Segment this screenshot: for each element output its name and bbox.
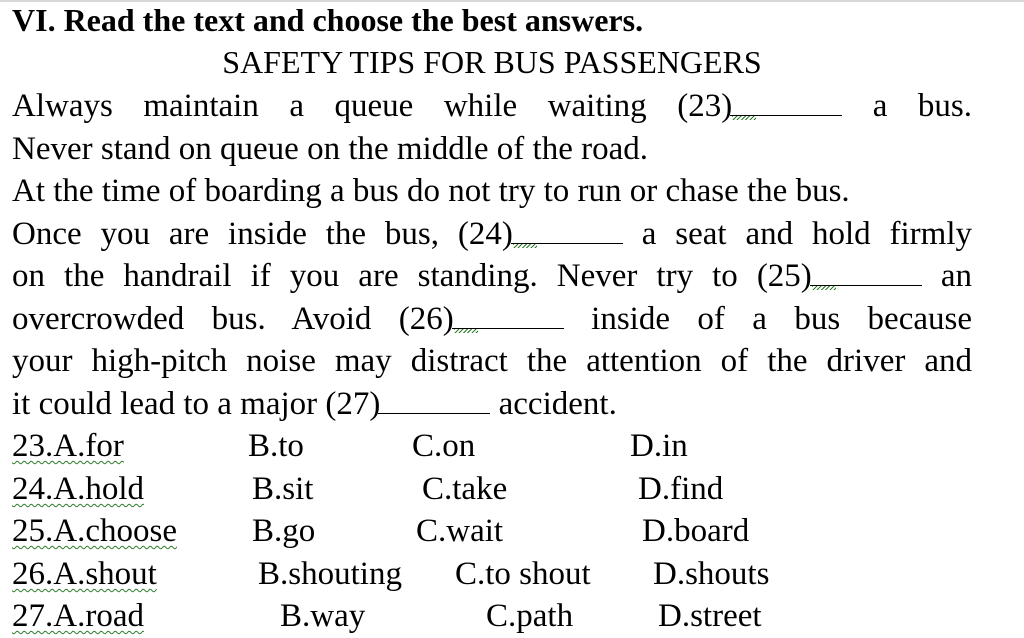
blank-27[interactable] xyxy=(378,387,490,414)
passage-line-4 xyxy=(12,214,972,254)
passage-text: Once you are inside the bus, (24) xyxy=(12,216,513,252)
blank-26[interactable] xyxy=(452,302,564,329)
option-26-b[interactable]: B.shouting xyxy=(258,556,402,592)
exercise-heading: VI. Read the text and choose the best answers. xyxy=(12,2,644,38)
passage-text: it could lead to a major (27) xyxy=(12,386,381,422)
option-26-a[interactable]: 26.A.shout xyxy=(12,556,157,592)
option-23-b[interactable]: B.to xyxy=(248,428,304,464)
option-24-c[interactable]: C.take xyxy=(422,471,508,507)
passage-line-7: your high-pitch noise may distract the attention of the driver and xyxy=(12,343,972,379)
option-23-c[interactable]: C.on xyxy=(412,428,476,464)
option-26-d[interactable]: D.shouts xyxy=(653,556,770,592)
passage-text: inside of a bus because xyxy=(591,301,972,337)
option-23-d[interactable]: D.in xyxy=(630,428,688,464)
option-26-c[interactable]: C.to shout xyxy=(455,556,591,592)
passage-line-1 xyxy=(12,86,972,126)
option-27-c[interactable]: C.path xyxy=(486,598,574,634)
option-25-d[interactable]: D.board xyxy=(642,513,750,549)
passage-line-8 xyxy=(12,384,617,424)
option-25-c[interactable]: C.wait xyxy=(416,513,504,549)
option-27-d[interactable]: D.street xyxy=(658,598,762,634)
option-24-b[interactable]: B.sit xyxy=(252,471,314,507)
option-24-d[interactable]: D.find xyxy=(638,471,724,507)
blank-25[interactable] xyxy=(810,259,922,286)
option-25-a[interactable]: 25.A.choose xyxy=(12,513,177,549)
passage-title: SAFETY TIPS FOR BUS PASSENGERS xyxy=(222,44,762,80)
passage-text: a seat and hold firmly xyxy=(641,216,972,252)
passage-text: on the handrail if you are standing. Never try to (25) xyxy=(12,258,812,294)
passage-text: accident. xyxy=(498,386,617,422)
passage-text: Always maintain a queue while waiting (23) xyxy=(12,88,733,124)
passage-line-5 xyxy=(12,256,972,296)
passage-text: an xyxy=(940,258,973,294)
passage-line-6 xyxy=(12,299,972,339)
option-24-a[interactable]: 24.A.hold xyxy=(12,471,144,507)
blank-24[interactable] xyxy=(511,217,623,244)
option-25-b[interactable]: B.go xyxy=(252,513,316,549)
option-27-a[interactable]: 27.A.road xyxy=(12,598,144,634)
passage-text: a bus. xyxy=(872,88,972,124)
passage-line-3: At the time of boarding a bus do not try to run or chase the bus. xyxy=(12,173,850,209)
passage-line-2: Never stand on queue on the middle of the road. xyxy=(12,131,648,167)
option-23-a[interactable]: 23.A.for xyxy=(12,428,124,464)
passage-text: overcrowded bus. Avoid (26) xyxy=(12,301,454,337)
option-27-b[interactable]: B.way xyxy=(280,598,366,634)
blank-23[interactable] xyxy=(730,89,842,116)
